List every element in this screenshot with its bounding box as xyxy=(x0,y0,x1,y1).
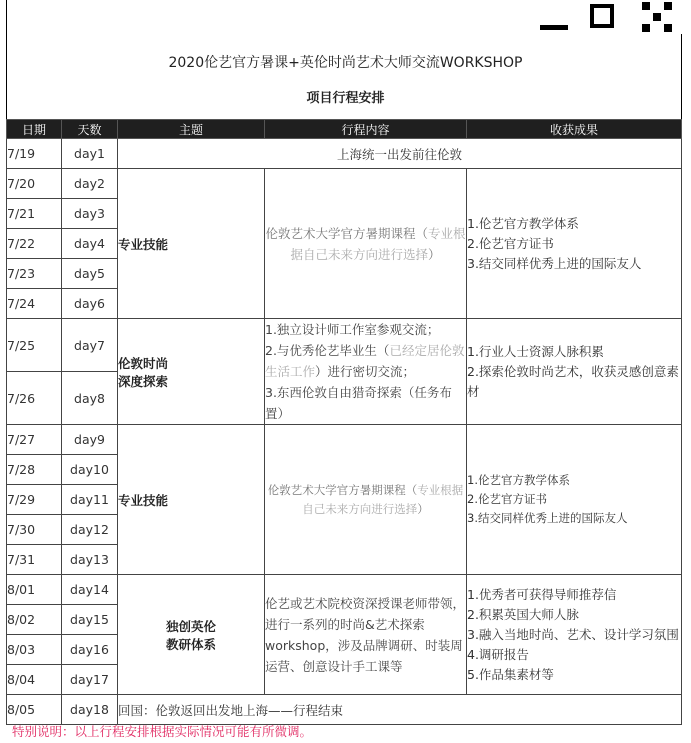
date-cell: 7/24 xyxy=(7,289,62,319)
result-line: 4.调研报告 xyxy=(467,646,529,662)
date-cell: 7/20 xyxy=(7,169,62,199)
content-cell xyxy=(265,319,467,425)
day-cell: day4 xyxy=(62,229,118,259)
table-header-row xyxy=(7,120,682,139)
day-cell: day14 xyxy=(62,575,118,605)
day-cell: day13 xyxy=(62,545,118,575)
close-icon xyxy=(640,0,674,34)
result-cell xyxy=(467,319,682,425)
result-line: 1.行业人士资源人脉积累 xyxy=(467,343,604,359)
day-cell: day5 xyxy=(62,259,118,289)
result-line: 2.探索伦敦时尚艺术，收获灵感创意素材 xyxy=(467,363,679,399)
topic-cell: 专业技能 xyxy=(118,425,265,575)
schedule-table xyxy=(6,119,682,725)
day-cell: day7 xyxy=(62,319,118,372)
topic-line: 伦敦时尚 xyxy=(118,355,169,371)
document-title: 2020伦艺官方暑课+英伦时尚艺术大师交流WORKSHOP xyxy=(168,55,523,71)
content-line: 1.独立设计师工作室参观交流； xyxy=(265,322,440,337)
result-line: 2.积累英国大师人脉 xyxy=(467,606,579,622)
topic-line: 深度探索 xyxy=(118,373,169,389)
table-row xyxy=(7,169,682,199)
result-line: 2.伦艺官方证书 xyxy=(467,235,554,251)
day-cell: day15 xyxy=(62,605,118,635)
day-cell: day9 xyxy=(62,425,118,455)
date-cell: 8/01 xyxy=(7,575,62,605)
content-muted-text: 专业根据自己未来方向进行选择 xyxy=(302,482,464,516)
content-text: 伦敦艺术大学官方暑期课程（ xyxy=(267,482,418,497)
content-muted-text: 已经定居伦敦生活工作 xyxy=(265,343,465,379)
date-cell: 8/04 xyxy=(7,665,62,695)
date-cell: 7/21 xyxy=(7,199,62,229)
content-cell xyxy=(265,169,467,319)
col-header-day: 天数 xyxy=(62,120,118,139)
result-line: 1.优秀者可获得导师推荐信 xyxy=(467,586,617,602)
topic-cell xyxy=(118,319,265,425)
col-header-topic: 主题 xyxy=(118,120,265,139)
result-line: 1.伦艺官方教学体系 xyxy=(467,473,570,487)
content-line xyxy=(265,340,466,382)
content-cell: 伦艺或艺术院校资深授课老师带领，进行一系列的时尚&艺术探索workshop，涉及品牌调研、时装周运营、创意设计手工课等 xyxy=(265,575,467,695)
result-line: 3.结交同样优秀上进的国际友人 xyxy=(467,511,628,525)
day-cell: day12 xyxy=(62,515,118,545)
date-cell: 7/23 xyxy=(7,259,62,289)
day-cell: day3 xyxy=(62,199,118,229)
day-cell: day6 xyxy=(62,289,118,319)
day-cell: day16 xyxy=(62,635,118,665)
content-text: 2.与优秀伦艺毕业生（ xyxy=(265,343,390,358)
topic-cell xyxy=(118,575,265,695)
content-text: 伦敦艺术大学官方暑期课程（ xyxy=(265,225,428,241)
result-line: 1.伦艺官方教学体系 xyxy=(467,215,579,231)
departure-cell: 上海统一出发前往伦敦 xyxy=(118,139,682,169)
document-subtitle: 项目行程安排 xyxy=(306,91,385,106)
day-cell: day17 xyxy=(62,665,118,695)
date-cell: 7/19 xyxy=(7,139,62,169)
result-cell xyxy=(467,575,682,695)
content-end-text: ） xyxy=(428,246,441,262)
result-line: 5.作品集素材等 xyxy=(467,666,554,682)
maximize-icon xyxy=(590,4,614,28)
date-cell: 8/05 xyxy=(7,695,62,725)
date-cell: 7/25 xyxy=(7,319,62,372)
content-cell xyxy=(265,425,467,575)
day-cell: day11 xyxy=(62,485,118,515)
table-row xyxy=(7,425,682,455)
date-cell: 7/26 xyxy=(7,372,62,425)
date-cell: 8/03 xyxy=(7,635,62,665)
date-cell: 7/27 xyxy=(7,425,62,455)
day-cell: day18 xyxy=(62,695,118,725)
content-text: ）进行密切交流； xyxy=(315,364,416,379)
topic-cell: 专业技能 xyxy=(118,169,265,319)
day-cell: day8 xyxy=(62,372,118,425)
result-cell xyxy=(467,169,682,319)
topic-line: 独创英伦 xyxy=(165,618,216,634)
result-cell xyxy=(467,425,682,575)
result-line: 3.结交同样优秀上进的国际友人 xyxy=(467,255,642,271)
col-header-result: 收获成果 xyxy=(467,120,682,139)
return-cell: 回国：伦敦返回出发地上海——行程结束 xyxy=(118,695,682,725)
table-row xyxy=(7,695,682,725)
minimize-icon xyxy=(540,25,568,30)
result-line: 3.融入当地时尚、艺术、设计学习氛围 xyxy=(467,626,679,642)
day-cell: day1 xyxy=(62,139,118,169)
col-header-content: 行程内容 xyxy=(265,120,467,139)
col-header-date: 日期 xyxy=(7,120,62,139)
table-row xyxy=(7,575,682,605)
day-cell: day2 xyxy=(62,169,118,199)
topic-line: 教研体系 xyxy=(165,636,216,652)
date-cell: 7/28 xyxy=(7,455,62,485)
day-cell: day10 xyxy=(62,455,118,485)
result-line: 2.伦艺官方证书 xyxy=(467,492,547,506)
content-muted-text: 专业根据自己未来方向进行选择 xyxy=(290,225,466,262)
table-row xyxy=(7,319,682,372)
right-border-line xyxy=(681,34,682,119)
date-cell: 7/22 xyxy=(7,229,62,259)
content-line: 3.东西伦敦自由猎奇探索（任务布置） xyxy=(265,385,452,421)
table-row xyxy=(7,139,682,169)
special-note: 特别说明：以上行程安排根据实际情况可能有所微调。 xyxy=(12,724,313,739)
content-end-text: ） xyxy=(417,501,429,516)
date-cell: 7/30 xyxy=(7,515,62,545)
date-cell: 7/29 xyxy=(7,485,62,515)
date-cell: 7/31 xyxy=(7,545,62,575)
date-cell: 8/02 xyxy=(7,605,62,635)
